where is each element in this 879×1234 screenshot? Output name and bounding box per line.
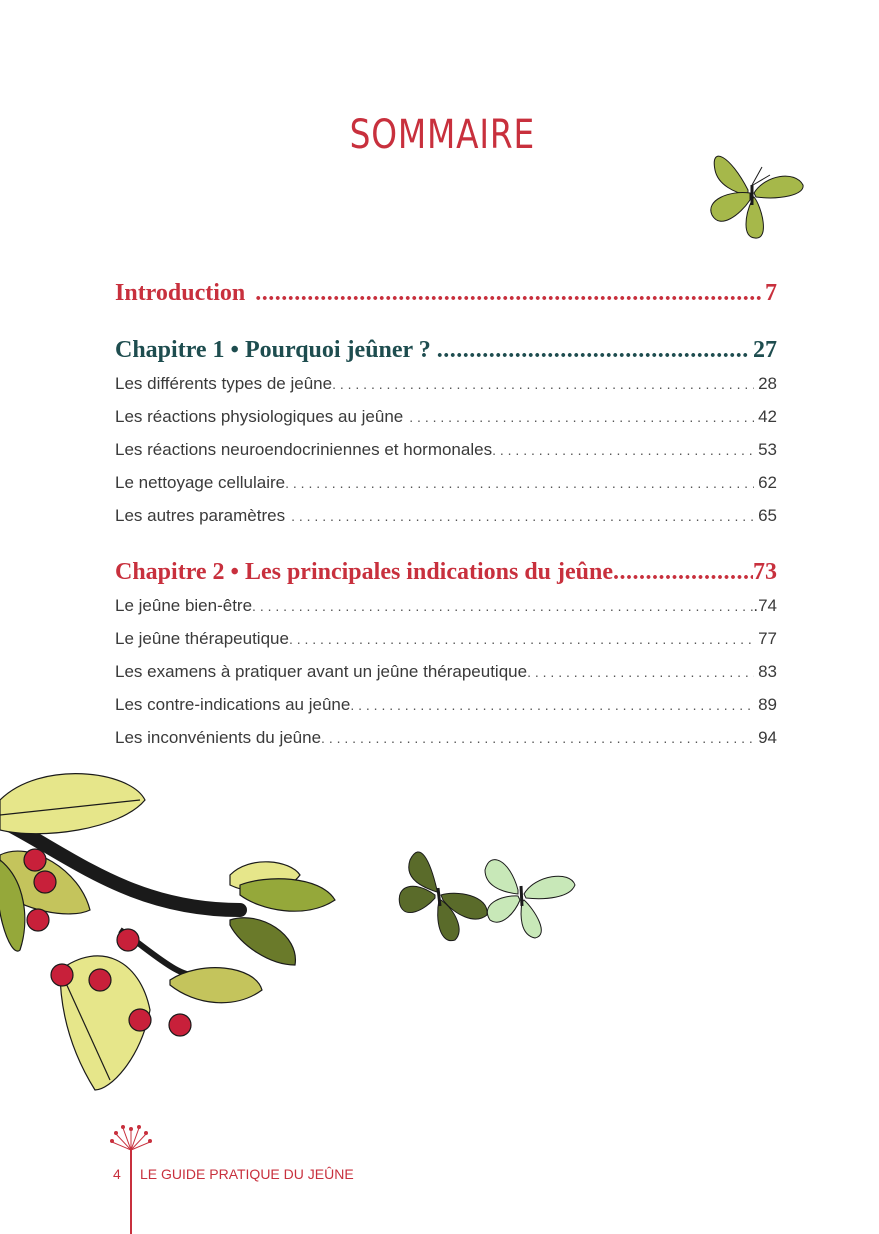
toc-label: Chapitre 1 • Pourquoi jeûner ? [115,337,431,363]
footer-divider [130,1148,132,1234]
toc-entry[interactable]: Les réactions physiologiques au jeûne . . . 42 [115,407,777,427]
branch-with-berries-illustration [0,760,340,1100]
toc-entry[interactable]: Les inconvénients du jeûne . . . 94 [115,728,777,748]
page-number: 4 [113,1166,121,1182]
butterfly-icon [700,145,810,245]
toc-label: Chapitre 2 • Les principales indications du jeûne [115,559,614,585]
toc-introduction[interactable] [115,280,777,307]
butterfly-icon [480,850,580,940]
toc-entry[interactable]: Les autres paramètres . . . 65 [115,506,777,526]
toc-entry[interactable]: Les différents types de jeûne . . . 28 [115,374,777,394]
page-title: SOMMAIRE [349,112,536,158]
toc-page: 73 [753,559,777,585]
toc-entry[interactable]: Les contre-indications au jeûne . . . 89 [115,695,777,715]
toc-label: Introduction [115,280,246,306]
toc-chapter-1[interactable] [115,337,777,364]
toc-entry[interactable]: Le jeûne bien-être . . . .74 [115,596,777,616]
toc-entry[interactable]: Le jeûne thérapeutique . . . 77 [115,629,777,649]
running-title: LE GUIDE PRATIQUE DU JEÛNE [140,1166,354,1182]
toc-page: 27 [753,337,777,363]
toc-entry[interactable]: Les examens à pratiquer avant un jeûne thérapeutique . . . 83 [115,662,777,682]
toc-chapter-2[interactable] [115,559,777,586]
toc-entry[interactable]: Les réactions neuroendocriniennes et hormonales . . . 53 [115,440,777,460]
toc-entry[interactable]: Le nettoyage cellulaire . . . 62 [115,473,777,493]
toc-page: 7 [765,280,777,306]
